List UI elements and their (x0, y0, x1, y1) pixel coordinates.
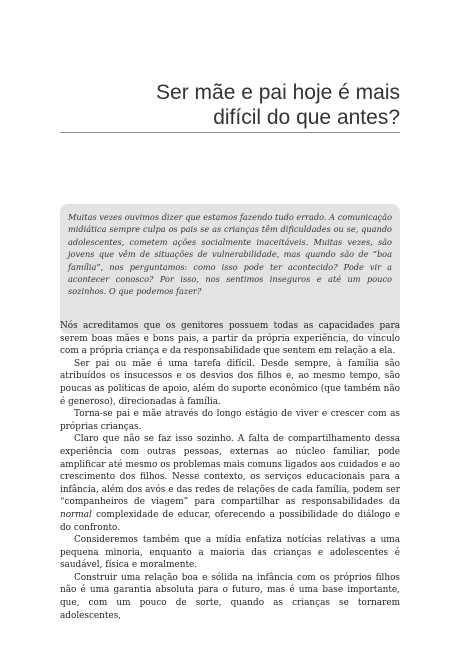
paragraph-4-emphasis: normal (60, 509, 92, 520)
paragraph-3: Torna-se pai e mãe através do longo estágio de viver e crescer com as próprias crianças. (60, 409, 400, 432)
chapter-title-line-2: difícil do que antes? (213, 106, 400, 129)
body-text (60, 320, 400, 622)
paragraph-4-start: Claro que não se faz isso sozinho. A falta de compartilhamento dessa experiência com outras pessoas, externas ao núcleo familiar, pode amplificar até mesmo os problemas mais comuns ligados aos cuidados e ao crescimento dos filhos. Nesse contexto, os serviços educacionais para a infância, além dos avós e das redes de relações de cada família, podem ser “companheiros de viagem” para compartilhar as responsabilidades da (60, 434, 400, 508)
paragraph-4-end: complexidade de educar, oferecendo a possibilidade do diálogo e do confronto. (60, 509, 400, 533)
paragraph-5: Consideremos também que a mídia enfatiza notícias relativas a uma pequena minoria, enquanto a maioria das crianças e adolescentes é saudável, física e moralmente. (60, 535, 400, 571)
chapter-title-line-1: Ser mãe e pai hoje é mais (156, 81, 400, 104)
title-divider (60, 132, 400, 133)
intro-callout-box (60, 204, 400, 334)
paragraph-4 (60, 433, 400, 534)
paragraph-6: Construir uma relação boa e sólida na infância com os próprios filhos não é uma garantia absoluta para o futuro, mas é uma base importante, que, com um pouco de sorte, quando as crianças se tornarem adolescentes, (60, 572, 400, 621)
paragraph-1: Nós acreditamos que os genitores possuem todas as capacidades para serem boas mães e bons pais, a partir da própria experiência, do vínculo com a própria criança e da responsabilidade que sentem em relação a ela. (60, 321, 400, 357)
intro-callout-text: Muitas vezes ouvimos dizer que estamos fazendo tudo errado. A comunicação midiática sempre culpa os pais se as crianças têm dificuldades ou se, quando adolescentes, cometem ações socialmente inaceitáveis. Muitas vezes, são jovens que vêm de situações de vulnerabilidade, mas quando são de “boa família”, nos perguntamos: como isso pode ter acontecido? Pode vir a acontecer conosco? Por isso, nos sentimos inseguros e até um pouco sozinhos. O que podemos fazer? (68, 212, 392, 297)
paragraph-2: Ser pai ou mãe é uma tarefa difícil. Desde sempre, à família são atribuídos os insucessos e os desvios dos filhos e, ao mesmo tempo, são poucas as políticas de apoio, além do suporte econômico (que também não é generoso), direcionadas à família. (60, 358, 400, 407)
chapter-title (60, 80, 400, 130)
